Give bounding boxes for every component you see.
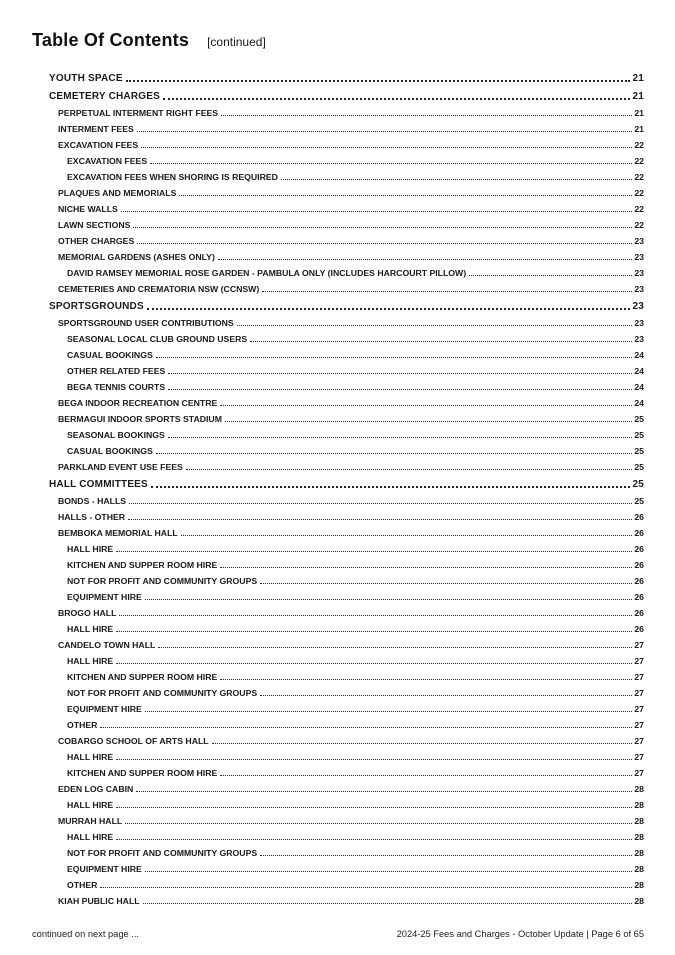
toc-entry-label: EQUIPMENT HIRE (67, 864, 142, 874)
toc-entry[interactable] (67, 424, 644, 440)
toc-entry[interactable] (67, 360, 644, 376)
toc-entry[interactable] (67, 262, 644, 278)
toc-entry-label: SEASONAL LOCAL CLUB GROUND USERS (67, 334, 248, 344)
dot-leader (469, 275, 632, 276)
toc-page-number: 27 (634, 752, 644, 762)
toc-entry-label: NICHE WALLS (58, 204, 118, 214)
toc-page-number: 28 (634, 784, 644, 794)
toc-page-number: 21 (634, 108, 644, 118)
toc-page-number: 27 (634, 768, 644, 778)
toc-page-number: 21 (634, 124, 644, 134)
toc-entry-label: CEMETERIES AND CREMATORIA NSW (CCNSW) (58, 284, 260, 294)
toc-page-number: 22 (634, 172, 644, 182)
toc-page-number: 28 (634, 816, 644, 826)
toc-entry-label: OTHER (67, 720, 98, 730)
toc-page-number: 25 (634, 414, 644, 424)
toc-entry-label: HALL HIRE (67, 624, 114, 634)
page-title-row (32, 30, 266, 51)
toc-page-number: 28 (634, 864, 644, 874)
dot-leader (260, 583, 632, 584)
toc-entry[interactable] (49, 84, 644, 102)
dot-leader (100, 887, 632, 888)
toc-page-number: 26 (634, 560, 644, 570)
toc-entry[interactable] (58, 182, 644, 198)
toc-page-number: 23 (632, 301, 644, 312)
toc-entry-label: HALL HIRE (67, 800, 114, 810)
dot-leader (150, 163, 632, 164)
toc-page-number: 22 (634, 188, 644, 198)
toc-entry-label: MEMORIAL GARDENS (ASHES ONLY) (58, 252, 215, 262)
toc-entry[interactable] (58, 102, 644, 118)
toc-page-number: 26 (634, 528, 644, 538)
toc-page-number: 26 (634, 512, 644, 522)
dot-leader (220, 567, 632, 568)
dot-leader (281, 179, 632, 180)
toc-entry-label: CASUAL BOOKINGS (67, 446, 153, 456)
toc-page-number: 26 (634, 544, 644, 554)
toc-entry-label: COBARGO SCHOOL OF ARTS HALL (58, 736, 209, 746)
dot-leader (121, 211, 632, 212)
toc-entry-label: EQUIPMENT HIRE (67, 704, 142, 714)
toc-page-number: 26 (634, 592, 644, 602)
toc-entry-label: CASUAL BOOKINGS (67, 350, 153, 360)
dot-leader (163, 98, 630, 100)
toc-entry-label: CANDELO TOWN HALL (58, 640, 156, 650)
toc-entry[interactable] (67, 762, 644, 778)
toc-page-number: 23 (634, 334, 644, 344)
toc-entry[interactable] (67, 328, 644, 344)
toc-page-number: 28 (634, 848, 644, 858)
toc-entry[interactable] (58, 118, 644, 134)
toc-entry-label: NOT FOR PROFIT AND COMMUNITY GROUPS (67, 576, 258, 586)
dot-leader (212, 743, 633, 744)
footer-document-info: 2024-25 Fees and Charges - October Update | Page 6 of 65 (396, 929, 644, 939)
dot-leader (116, 839, 632, 840)
toc-entry-label: DAVID RAMSEY MEMORIAL ROSE GARDEN - PAMBULA ONLY (INCLUDES HARCOURT PILLOW) (67, 268, 467, 278)
dot-leader (129, 503, 632, 504)
toc-entry[interactable] (58, 490, 644, 506)
toc-entry[interactable] (67, 440, 644, 456)
dot-leader (147, 308, 631, 310)
toc-entry[interactable] (58, 408, 644, 424)
toc-entry-label: BROGO HALL (58, 608, 117, 618)
toc-entry[interactable] (67, 746, 644, 762)
toc-entry-label: OTHER RELATED FEES (67, 366, 166, 376)
toc-entry-label: EXCAVATION FEES WHEN SHORING IS REQUIRED (67, 172, 278, 182)
dot-leader (126, 80, 631, 82)
dot-leader (237, 325, 633, 326)
toc-page-number: 28 (634, 896, 644, 906)
toc-entry-label: OTHER CHARGES (58, 236, 135, 246)
toc-entry[interactable] (58, 214, 644, 230)
toc-entry-label: LAWN SECTIONS (58, 220, 131, 230)
toc-entry[interactable] (67, 586, 644, 602)
toc-entry-label: SPORTSGROUNDS (49, 301, 144, 312)
page-title-continued-note: [continued] (207, 35, 266, 49)
toc-entry[interactable] (58, 456, 644, 472)
dot-leader (218, 259, 632, 260)
toc-entry[interactable] (67, 570, 644, 586)
toc-entry[interactable] (67, 618, 644, 634)
toc-page-number: 25 (632, 479, 644, 490)
toc-entry-label: EDEN LOG CABIN (58, 784, 134, 794)
toc-page-number: 22 (634, 156, 644, 166)
toc-entry[interactable] (67, 874, 644, 890)
toc-page-number: 24 (634, 366, 644, 376)
toc-entry-label: HALL HIRE (67, 544, 114, 554)
toc-entry[interactable] (58, 778, 644, 794)
toc-entry[interactable] (58, 506, 644, 522)
toc-entry-label: BEGA TENNIS COURTS (67, 382, 166, 392)
toc-entry[interactable] (58, 634, 644, 650)
toc-entry-label: KITCHEN AND SUPPER ROOM HIRE (67, 768, 218, 778)
toc-page-number: 21 (632, 91, 644, 102)
dot-leader (225, 421, 632, 422)
dot-leader (262, 291, 632, 292)
toc-entry[interactable] (67, 794, 644, 810)
toc-entry[interactable] (49, 294, 644, 312)
toc-page-number: 28 (634, 880, 644, 890)
toc-page-number: 22 (634, 140, 644, 150)
dot-leader (125, 823, 632, 824)
dot-leader (168, 373, 632, 374)
toc-entry[interactable] (67, 842, 644, 858)
toc-page-number: 24 (634, 398, 644, 408)
toc-entry-label: PARKLAND EVENT USE FEES (58, 462, 183, 472)
toc-entry[interactable] (58, 278, 644, 294)
dot-leader (168, 389, 632, 390)
toc-entry-label: SPORTSGROUND USER CONTRIBUTIONS (58, 318, 234, 328)
toc-page-number: 24 (634, 350, 644, 360)
toc-entry-label: EXCAVATION FEES (67, 156, 148, 166)
footer-continued-note: continued on next page ... (32, 929, 139, 939)
toc-entry-label: SEASONAL BOOKINGS (67, 430, 165, 440)
toc-page-number: 26 (634, 624, 644, 634)
toc-entry[interactable] (58, 522, 644, 538)
toc-page-number: 27 (634, 704, 644, 714)
toc-entry-label: BEMBOKA MEMORIAL HALL (58, 528, 178, 538)
toc-entry-label: NOT FOR PROFIT AND COMMUNITY GROUPS (67, 848, 258, 858)
toc-page-number: 28 (634, 800, 644, 810)
toc-page-number: 27 (634, 720, 644, 730)
toc-page-number: 23 (634, 236, 644, 246)
toc-page-number: 26 (634, 576, 644, 586)
dot-leader (168, 437, 633, 438)
toc-entry[interactable] (58, 810, 644, 826)
toc-entry-label: CEMETERY CHARGES (49, 91, 160, 102)
page-footer (32, 929, 644, 939)
dot-leader (116, 759, 632, 760)
toc-entry[interactable] (67, 344, 644, 360)
dot-leader (186, 469, 632, 470)
toc-entry[interactable] (58, 602, 644, 618)
toc-entry-label: BERMAGUI INDOOR SPORTS STADIUM (58, 414, 222, 424)
toc-page-number: 21 (632, 73, 644, 84)
dot-leader (143, 903, 633, 904)
toc-page-number: 25 (634, 496, 644, 506)
toc-page-number: 25 (634, 430, 644, 440)
toc-entry[interactable] (67, 826, 644, 842)
toc-page-number: 25 (634, 462, 644, 472)
toc-entry[interactable] (67, 150, 644, 166)
toc-page-number: 22 (634, 204, 644, 214)
toc-page-number: 23 (634, 268, 644, 278)
toc-entry-label: KITCHEN AND SUPPER ROOM HIRE (67, 560, 218, 570)
toc-entry[interactable] (67, 698, 644, 714)
dot-leader (250, 341, 632, 342)
dot-leader (133, 227, 632, 228)
toc-page-number: 23 (634, 284, 644, 294)
toc-entry-label: BONDS - HALLS (58, 496, 127, 506)
dot-leader (260, 855, 632, 856)
dot-leader (145, 711, 633, 712)
toc-entry-label: KIAH PUBLIC HALL (58, 896, 140, 906)
toc-entry-label: OTHER (67, 880, 98, 890)
toc-entry-label: HALL COMMITTEES (49, 479, 148, 490)
toc-entry[interactable] (58, 312, 644, 328)
toc-entry[interactable] (58, 246, 644, 262)
toc-entry-label: BEGA INDOOR RECREATION CENTRE (58, 398, 218, 408)
dot-leader (137, 131, 633, 132)
dot-leader (179, 195, 632, 196)
dot-leader (158, 647, 632, 648)
toc-entry-label: HALL HIRE (67, 832, 114, 842)
dot-leader (220, 775, 632, 776)
toc-entry[interactable] (58, 198, 644, 214)
dot-leader (119, 615, 632, 616)
toc-page-number: 25 (634, 446, 644, 456)
dot-leader (136, 791, 632, 792)
toc-page-number: 27 (634, 736, 644, 746)
toc-page-number: 27 (634, 656, 644, 666)
toc-entry-label: MURRAH HALL (58, 816, 123, 826)
dot-leader (156, 453, 633, 454)
dot-leader (116, 663, 632, 664)
toc-entry-label: NOT FOR PROFIT AND COMMUNITY GROUPS (67, 688, 258, 698)
toc-page-number: 23 (634, 252, 644, 262)
toc-entry[interactable] (49, 66, 644, 84)
toc-page-number: 28 (634, 832, 644, 842)
toc-entry[interactable] (58, 730, 644, 746)
toc-entry[interactable] (67, 650, 644, 666)
toc-page-number: 22 (634, 220, 644, 230)
toc-entry-label: INTERMENT FEES (58, 124, 134, 134)
toc-entry[interactable] (67, 554, 644, 570)
toc-entry-label: HALLS - OTHER (58, 512, 126, 522)
toc-entry[interactable] (58, 230, 644, 246)
dot-leader (145, 599, 633, 600)
toc-page-number: 26 (634, 608, 644, 618)
toc-entry[interactable] (58, 134, 644, 150)
toc-entry-label: YOUTH SPACE (49, 73, 123, 84)
toc-entry-label: KITCHEN AND SUPPER ROOM HIRE (67, 672, 218, 682)
dot-leader (145, 871, 633, 872)
toc-entry-label: HALL HIRE (67, 752, 114, 762)
toc-entry-label: EXCAVATION FEES (58, 140, 139, 150)
toc-entry[interactable] (58, 392, 644, 408)
toc-entry-label: HALL HIRE (67, 656, 114, 666)
toc-entry[interactable] (67, 538, 644, 554)
dot-leader (116, 631, 632, 632)
toc-page-number: 27 (634, 672, 644, 682)
dot-leader (221, 115, 632, 116)
toc-list (49, 66, 644, 906)
toc-page-number: 24 (634, 382, 644, 392)
dot-leader (220, 405, 632, 406)
dot-leader (260, 695, 632, 696)
dot-leader (116, 551, 632, 552)
toc-entry[interactable] (67, 166, 644, 182)
toc-entry[interactable] (67, 682, 644, 698)
toc-page-number: 23 (634, 318, 644, 328)
toc-entry[interactable] (49, 472, 644, 490)
toc-entry-label: PERPETUAL INTERMENT RIGHT FEES (58, 108, 219, 118)
toc-entry[interactable] (67, 376, 644, 392)
toc-entry-label: EQUIPMENT HIRE (67, 592, 142, 602)
dot-leader (151, 486, 631, 488)
dot-leader (181, 535, 633, 536)
dot-leader (116, 807, 632, 808)
dot-leader (141, 147, 632, 148)
dot-leader (156, 357, 633, 358)
dot-leader (220, 679, 632, 680)
toc-page-number: 27 (634, 688, 644, 698)
toc-entry[interactable] (67, 858, 644, 874)
toc-entry[interactable] (58, 890, 644, 906)
toc-entry[interactable] (67, 714, 644, 730)
toc-page-number: 27 (634, 640, 644, 650)
dot-leader (100, 727, 632, 728)
dot-leader (128, 519, 632, 520)
toc-entry-label: PLAQUES AND MEMORIALS (58, 188, 177, 198)
toc-entry[interactable] (67, 666, 644, 682)
dot-leader (137, 243, 632, 244)
page-title: Table Of Contents (32, 30, 190, 50)
